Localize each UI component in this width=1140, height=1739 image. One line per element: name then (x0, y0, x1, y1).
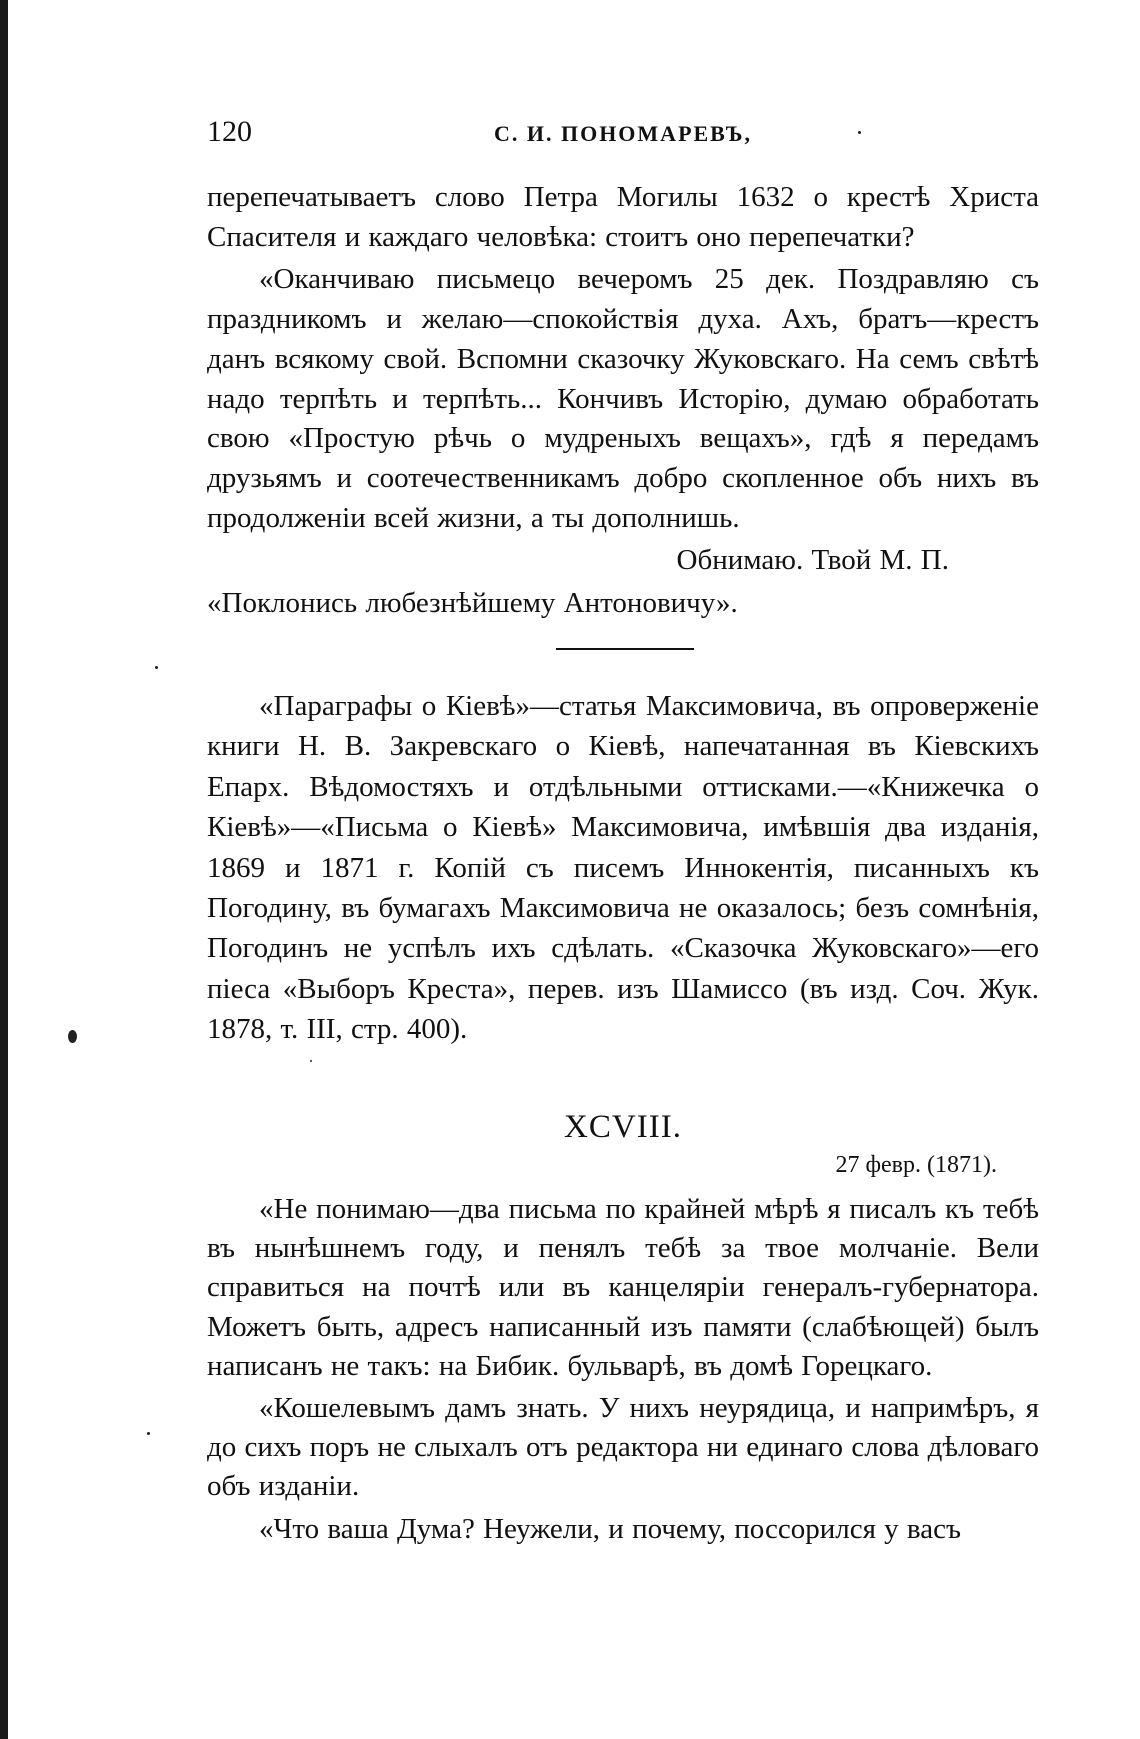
ink-speck (147, 1432, 150, 1435)
page-header (207, 112, 1039, 152)
section-divider (556, 648, 694, 650)
letter-ending (207, 178, 1039, 624)
letter-date: 27 февр. (1871). (835, 1152, 997, 1178)
letter-postscript: «Поклонись любезнѣйшему Антоновичу». (207, 587, 738, 620)
ink-speck (155, 666, 158, 669)
letter-paragraph: «Не понимаю—два письма по крайней мѣрѣ я писалъ къ тебѣ въ нынѣшнемъ году, и пенялъ тебѣ за твое молчаніе. Вели справиться на почтѣ или въ канцеляріи генералъ-губернатора. Можетъ быть, адресъ написанный изъ памяти (слабѣющей) былъ написанъ не такъ: на Бибик. бульварѣ, въ домѣ Горецкаго. (207, 1193, 1039, 1382)
letter-paragraph: «Оканчиваю письмецо вечеромъ 25 дек. Поздравляю съ праздникомъ и желаю—спокойствія духа. Ахъ, братъ—крестъ данъ всякому свой. Вспомни сказочку Жуковскаго. На семъ свѣтѣ надо терпѣть и терпѣть... Кончивъ Исторію, думаю обработать свою «Простую рѣчь о мудреныхъ вещахъ», гдѣ я передамъ друзьямъ и соотечественникамъ добро скопленное объ нихъ въ продолженіи всей жизни, а ты дополнишь. (207, 263, 1039, 534)
ink-speck (68, 1030, 77, 1043)
letter-body (207, 1190, 1039, 1549)
running-head: С. И. ПОНОМАРЕВЪ, (493, 121, 753, 146)
letter-paragraph: перепечатываетъ слово Петра Могилы 1632 о крестѣ Христа Спасителя и каждаго человѣка: стоитъ оно перепечатки? (207, 181, 1039, 253)
editor-commentary (207, 686, 1039, 1050)
letter-paragraph: «Кошелевымъ дамъ знать. У нихъ неурядица, и напримѣръ, я до сихъ поръ не слыхалъ отъ редактора ни единаго слова дѣловаго объ изданіи. (207, 1392, 1039, 1503)
letter-number-heading: XCVIII. (564, 1109, 682, 1145)
letter-paragraph: «Что ваша Дума? Неужели, и почему, поссорился у васъ (259, 1512, 961, 1545)
page-number: 120 (207, 115, 252, 148)
ink-speck (310, 1060, 312, 1062)
scan-edge (0, 0, 8, 1739)
ink-speck (858, 131, 861, 134)
letter-signature: Обнимаю. Твой М. П. (676, 544, 949, 577)
commentary-paragraph: «Параграфы о Кіевѣ»—статья Максимовича, въ опроверженіе книги Н. В. Закревскаго о Кіевѣ, напечатанная въ Кіевскихъ Епарх. Вѣдомостяхъ и отдѣльными оттисками.—«Книжечка о Кіевѣ»—«Письма о Кіевѣ» Максимовича, имѣвшія два изданія, 1869 и 1871 г. Копій съ писемъ Иннокентія, писанныхъ къ Погодину, въ бумагахъ Максимовича не оказалось; безъ сомнѣнія, Погодинъ не успѣлъ ихъ сдѣлать. «Сказочка Жуковскаго»—его піеса «Выборъ Креста», перев. изъ Шамиссо (въ изд. Соч. Жук. 1878, т. III, стр. 400). (207, 690, 1039, 1046)
